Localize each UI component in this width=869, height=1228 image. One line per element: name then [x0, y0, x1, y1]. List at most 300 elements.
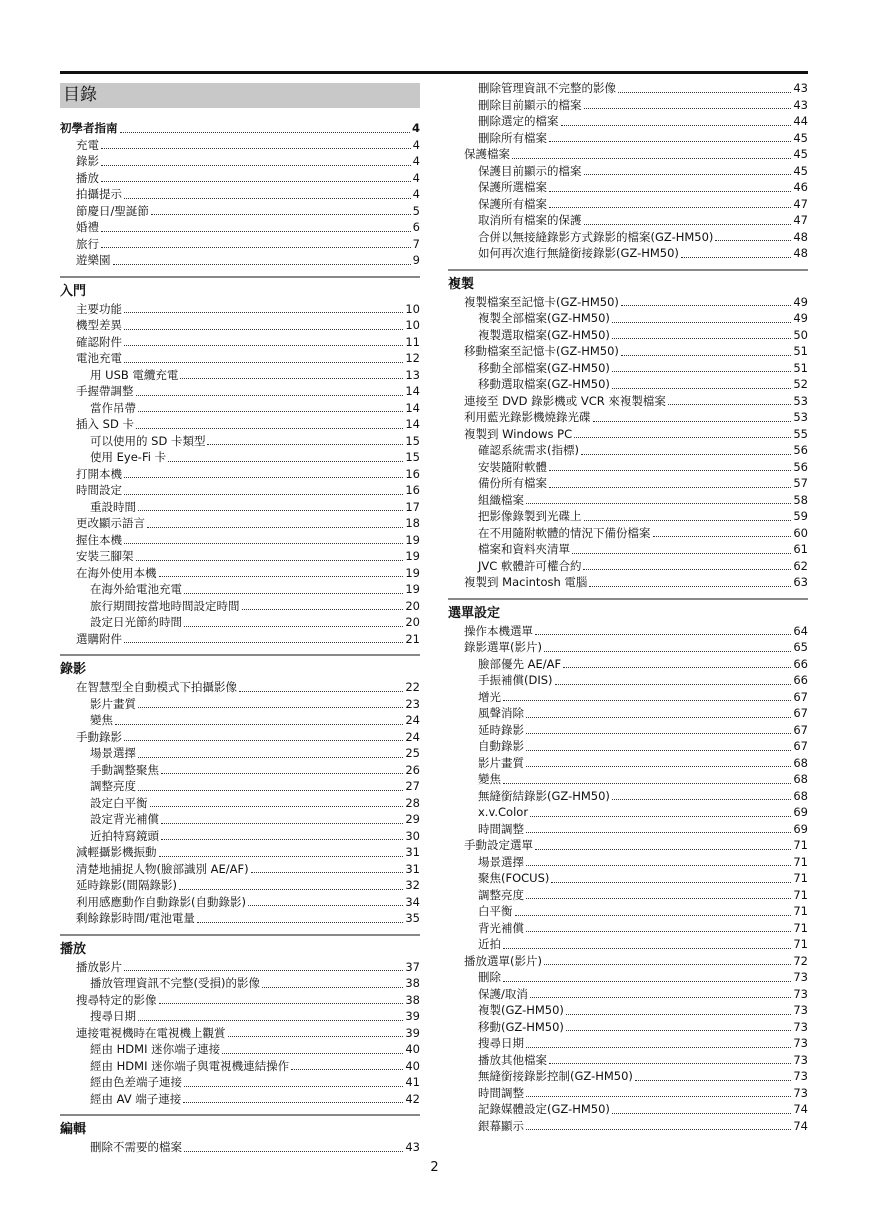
toc-entry[interactable] [60, 400, 420, 417]
toc-entry-page: 45 [793, 163, 808, 178]
toc-entry[interactable] [60, 482, 420, 499]
toc-entry[interactable] [60, 696, 420, 713]
toc-entry-page: 24 [405, 713, 420, 727]
toc-entry[interactable] [448, 969, 808, 986]
toc-entry-page: 31 [405, 845, 420, 859]
toc-entry[interactable] [448, 343, 808, 360]
toc-entry-page: 27 [405, 779, 420, 793]
dot-leader [526, 865, 791, 866]
toc-entry-page: 59 [793, 509, 808, 523]
toc-entry-title: 搜尋日期 [478, 1036, 524, 1050]
toc-entry-title: 播放管理資訊不完整(受損)的影像 [90, 976, 260, 990]
toc-entry-title: 旅行 [76, 236, 99, 251]
toc-entry-page: 47 [793, 196, 808, 211]
toc-entry[interactable] [448, 854, 808, 871]
toc-entry-page: 71 [793, 887, 808, 902]
toc-entry[interactable] [448, 804, 808, 821]
toc-entry-page: 43 [793, 81, 808, 95]
toc-entry-page: 71 [793, 920, 808, 935]
toc-entry[interactable] [448, 459, 808, 476]
toc-entry-title: 連接至 DVD 錄影機或 VCR 來複製檔案 [464, 393, 666, 408]
toc-entry[interactable] [60, 778, 420, 795]
toc-entry[interactable] [448, 705, 808, 722]
dot-leader [618, 92, 791, 93]
dot-leader [526, 1129, 791, 1130]
toc-entry-title: 場景選擇 [478, 854, 524, 869]
toc-entry-title: 利用感應動作自動錄影(自動錄影) [76, 894, 246, 909]
toc-entry[interactable] [448, 986, 808, 1003]
toc-entry[interactable] [448, 722, 808, 739]
toc-entry-title: 安裝隨附軟體 [478, 459, 547, 474]
dot-leader [530, 816, 791, 817]
toc-entry-page: 74 [793, 1118, 808, 1133]
toc-entry[interactable] [60, 350, 420, 367]
toc-entry-title: 保護目前顯示的檔案 [478, 163, 582, 178]
toc-entry-page: 73 [793, 1069, 808, 1083]
dot-leader [526, 1096, 791, 1097]
toc-title: 目錄 [60, 83, 420, 108]
toc-entry-title: 在智慧型全自動模式下拍攝影像 [76, 680, 237, 694]
toc-entry[interactable] [60, 811, 420, 828]
toc-entry-page: 69 [793, 821, 808, 836]
toc-entry-page: 73 [793, 970, 808, 984]
toc-entry[interactable] [60, 679, 420, 696]
toc-entry[interactable] [60, 499, 420, 516]
toc-entry-title: 近拍特寫鏡頭 [90, 828, 159, 843]
toc-entry[interactable] [60, 548, 420, 565]
toc-entry-page: 68 [793, 772, 808, 786]
dot-leader [248, 905, 403, 906]
toc-entry-title: 初學者指南 [60, 121, 118, 135]
toc-section [60, 934, 420, 1108]
dot-leader [549, 487, 791, 488]
toc-entry-page: 66 [793, 656, 808, 671]
dot-leader [715, 240, 791, 241]
toc-entry-title: 剩餘錄影時間/電池電量 [76, 911, 195, 925]
dot-leader [535, 849, 791, 850]
toc-entry-title: 複製選取檔案(GZ-HM50) [478, 327, 610, 342]
toc-entry[interactable] [60, 120, 420, 137]
toc-entry-page: 51 [793, 360, 808, 375]
toc-entry[interactable] [60, 762, 420, 779]
toc-entry[interactable] [448, 130, 808, 147]
toc-entry[interactable] [448, 837, 808, 854]
toc-entry[interactable] [60, 1025, 420, 1042]
toc-entry-page: 43 [793, 97, 808, 112]
toc-entry[interactable] [60, 317, 420, 334]
toc-entry[interactable] [60, 532, 420, 549]
toc-entry-title: 刪除管理資訊不完整的影像 [478, 81, 616, 95]
dot-leader [549, 141, 791, 142]
toc-entry[interactable] [60, 828, 420, 845]
dot-leader [124, 312, 403, 313]
dot-leader [242, 609, 404, 610]
dot-leader [183, 1102, 403, 1103]
toc-entry-title: 如何再次進行無縫銜接錄影(GZ-HM50) [478, 246, 679, 260]
toc-entry-title: 拍攝提示 [76, 187, 122, 201]
toc-entry-page: 15 [405, 433, 420, 448]
toc-entry-page: 24 [405, 729, 420, 744]
toc-entry[interactable] [60, 975, 420, 992]
dot-leader [621, 355, 791, 356]
dot-leader [168, 461, 403, 462]
toc-section [448, 80, 808, 262]
dot-leader [612, 388, 791, 389]
toc-entry[interactable] [448, 574, 808, 591]
toc-entry[interactable] [448, 541, 808, 558]
toc-entry[interactable] [448, 393, 808, 410]
toc-entry[interactable] [60, 252, 420, 269]
toc-entry-title: 選購附件 [76, 631, 122, 646]
toc-entry-page: 73 [793, 1085, 808, 1100]
toc-entry[interactable] [448, 1101, 808, 1118]
toc-entry[interactable] [448, 1118, 808, 1135]
toc-entry-page: 68 [793, 788, 808, 803]
toc-entry[interactable] [60, 1041, 420, 1058]
toc-entry[interactable] [448, 1052, 808, 1069]
toc-entry[interactable] [60, 236, 420, 253]
toc-entry[interactable] [60, 844, 420, 861]
toc-entry-title: 臉部優先 AE/AF [478, 656, 562, 671]
dot-leader [101, 247, 411, 248]
toc-entry-page: 45 [793, 130, 808, 145]
dot-leader [635, 1080, 791, 1081]
toc-entry[interactable] [60, 745, 420, 762]
toc-entry-title: 安裝三腳架 [76, 549, 134, 563]
toc-entry-title: 時間調整 [478, 1085, 524, 1100]
toc-entry-page: 12 [405, 351, 420, 365]
toc-entry-page: 73 [793, 1003, 808, 1017]
toc-entry[interactable] [448, 310, 808, 327]
dot-leader [159, 576, 404, 577]
dot-leader [612, 1113, 791, 1114]
toc-entry-title: 主要功能 [76, 301, 122, 316]
toc-entry[interactable] [448, 887, 808, 904]
toc-entry-page: 38 [405, 976, 420, 990]
toc-entry[interactable] [448, 953, 808, 970]
toc-entry[interactable] [448, 245, 808, 262]
dot-leader [526, 750, 791, 751]
toc-entry[interactable] [448, 639, 808, 656]
toc-entry-page: 71 [793, 871, 808, 885]
toc-entry[interactable] [60, 515, 420, 532]
toc-entry[interactable] [60, 631, 420, 648]
toc-entry[interactable] [448, 738, 808, 755]
toc-entry[interactable] [60, 795, 420, 812]
toc-entry-title: 移動檔案至記憶卡(GZ-HM50) [464, 344, 619, 358]
dot-leader [184, 1086, 403, 1087]
toc-entry-title: 使用 Eye-Fi 卡 [90, 450, 167, 464]
toc-entry-page: 53 [793, 393, 808, 408]
dot-leader [526, 898, 791, 899]
toc-entry[interactable] [448, 1085, 808, 1102]
toc-entry[interactable] [448, 80, 808, 97]
dot-leader [503, 948, 791, 949]
dot-leader [138, 1020, 403, 1021]
toc-entry[interactable] [60, 153, 420, 170]
toc-entry-title: 影片畫質 [90, 696, 136, 711]
dot-leader [549, 191, 791, 192]
toc-entry-page: 29 [405, 812, 420, 826]
toc-entry-page: 72 [793, 953, 808, 968]
toc-entry[interactable] [60, 433, 420, 450]
toc-entry[interactable] [60, 712, 420, 729]
toc-entry-page: 19 [405, 532, 420, 547]
toc-entry-page: 28 [405, 795, 420, 810]
toc-entry[interactable] [448, 508, 808, 525]
toc-entry[interactable] [448, 788, 808, 805]
dot-leader [239, 691, 403, 692]
toc-entry[interactable] [60, 383, 420, 400]
toc-entry-title: 重設時間 [90, 499, 136, 514]
toc-entry[interactable] [60, 910, 420, 927]
toc-entry[interactable] [60, 416, 420, 433]
toc-entry-page: 38 [405, 992, 420, 1007]
toc-entry[interactable] [60, 1008, 420, 1025]
toc-entry[interactable] [448, 936, 808, 953]
toc-entry[interactable] [60, 1074, 420, 1091]
toc-entry[interactable] [448, 475, 808, 492]
toc-entry-title: 錄影 [76, 154, 99, 168]
toc-entry-page: 14 [405, 384, 420, 398]
toc-entry-page: 30 [405, 828, 420, 843]
toc-entry-page: 4 [412, 154, 420, 168]
toc-entry-title: 無縫銜結錄影(GZ-HM50) [478, 788, 610, 803]
dot-leader [124, 345, 403, 346]
toc-entry[interactable] [60, 1091, 420, 1108]
toc-entry-title: 刪除 [478, 970, 501, 984]
dot-leader [161, 773, 403, 774]
toc-entry-page: 67 [793, 739, 808, 753]
toc-entry-title: 減輕攝影機振動 [76, 845, 157, 859]
dot-leader [197, 922, 403, 923]
toc-entry[interactable] [60, 170, 420, 187]
toc-entry-page: 10 [405, 301, 420, 316]
toc-entry[interactable] [60, 959, 420, 976]
toc-entry[interactable] [448, 229, 808, 246]
toc-entry-page: 49 [793, 311, 808, 325]
toc-entry-title: 電池充電 [76, 351, 122, 365]
toc-entry-title: 插入 SD 卡 [76, 417, 134, 431]
dot-leader [551, 882, 791, 883]
toc-entry-title: 經由 AV 端子連接 [90, 1091, 182, 1106]
toc-entry[interactable] [60, 449, 420, 466]
toc-entry[interactable] [448, 672, 808, 689]
toc-entry-page: 53 [793, 410, 808, 424]
toc-entry-title: 播放選單(影片) [464, 953, 542, 968]
toc-entry[interactable] [448, 1035, 808, 1052]
dot-leader [584, 520, 792, 521]
dot-leader [563, 667, 791, 668]
toc-entry[interactable] [448, 327, 808, 344]
toc-entry-title: 變焦 [478, 772, 501, 786]
dot-leader [526, 1047, 791, 1048]
toc-entry[interactable] [448, 755, 808, 772]
toc-entry[interactable] [60, 1139, 420, 1156]
toc-entry[interactable] [448, 376, 808, 393]
toc-entry[interactable] [448, 196, 808, 213]
toc-entry-page: 37 [405, 959, 420, 974]
toc-entry[interactable] [448, 179, 808, 196]
dot-leader [583, 569, 791, 570]
toc-entry-title: 在海外使用本機 [76, 565, 157, 580]
dot-leader [251, 872, 404, 873]
toc-entry-title: 複製全部檔案(GZ-HM50) [478, 311, 610, 325]
toc-entry[interactable] [448, 623, 808, 640]
toc-entry-title: 設定背光補償 [90, 812, 159, 826]
toc-entry-title: 複製到 Windows PC [464, 426, 573, 441]
dot-leader [159, 1003, 404, 1004]
dot-leader [101, 181, 411, 182]
toc-entry-title: 手動錄影 [76, 729, 122, 744]
toc-entry-title: 影片畫質 [478, 755, 524, 770]
toc-entry-title: 手動設定選單 [464, 838, 533, 852]
dot-leader [526, 717, 791, 718]
dot-leader [124, 329, 403, 330]
toc-entry[interactable] [448, 294, 808, 311]
toc-entry[interactable] [448, 113, 808, 130]
dot-leader [612, 799, 791, 800]
dot-leader [544, 964, 791, 965]
dot-leader [612, 338, 791, 339]
toc-entry-page: 21 [405, 631, 420, 646]
toc-entry[interactable] [448, 1019, 808, 1036]
dot-leader [101, 148, 411, 149]
dot-leader [515, 915, 792, 916]
toc-entry-page: 71 [793, 904, 808, 918]
dot-leader [124, 642, 403, 643]
section-heading: 複製 [448, 276, 475, 292]
toc-entry-title: 經由 HDMI 迷你端子連接 [90, 1042, 221, 1056]
toc-entry-page: 71 [793, 854, 808, 869]
dot-leader [593, 421, 792, 422]
toc-entry-title: 清楚地捕捉人物(臉部識別 AE/AF) [76, 861, 249, 876]
dot-leader [612, 322, 791, 323]
toc-entry-page: 32 [405, 878, 420, 892]
dot-leader [207, 444, 403, 445]
toc-entry[interactable] [60, 334, 420, 351]
dot-leader [262, 987, 403, 988]
dot-leader [530, 997, 791, 998]
toc-entry-page: 44 [793, 114, 808, 128]
toc-entry[interactable] [60, 219, 420, 236]
toc-entry[interactable] [448, 771, 808, 788]
toc-entry-page: 47 [793, 213, 808, 227]
toc-entry[interactable] [448, 360, 808, 377]
toc-entry-page: 17 [405, 499, 420, 514]
toc-entry-title: 用 USB 電纜充電 [90, 367, 179, 382]
toc-entry[interactable] [448, 492, 808, 509]
toc-entry[interactable] [448, 442, 808, 459]
toc-entry-title: 延時錄影 [478, 722, 524, 737]
toc-entry-page: 31 [405, 861, 420, 876]
toc-entry-title: 移動全部檔案(GZ-HM50) [478, 360, 610, 375]
dot-leader [681, 257, 791, 258]
dot-leader [535, 634, 791, 635]
top-rule [60, 71, 808, 74]
toc-entry-title: 移動選取檔案(GZ-HM50) [478, 377, 610, 391]
toc-entry[interactable] [60, 301, 420, 318]
toc-entry[interactable] [448, 163, 808, 180]
toc-entry[interactable] [448, 409, 808, 426]
toc-entry-page: 23 [405, 696, 420, 711]
dot-leader [138, 411, 403, 412]
dot-leader [161, 823, 403, 824]
right-sections [448, 80, 808, 1134]
toc-entry[interactable] [448, 146, 808, 163]
toc-entry[interactable] [60, 614, 420, 631]
toc-entry[interactable] [60, 992, 420, 1009]
toc-section [448, 269, 808, 591]
toc-entry[interactable] [448, 1068, 808, 1085]
toc-entry-page: 22 [405, 680, 420, 694]
toc-entry[interactable] [60, 203, 420, 220]
dot-leader [101, 231, 411, 232]
toc-entry-page: 63 [793, 575, 808, 589]
toc-entry-title: 場景選擇 [90, 746, 136, 760]
toc-entry[interactable] [448, 903, 808, 920]
toc-entry[interactable] [60, 861, 420, 878]
toc-entry[interactable] [448, 1002, 808, 1019]
toc-entry-page: 73 [793, 986, 808, 1001]
dot-leader [150, 806, 404, 807]
toc-entry[interactable] [60, 598, 420, 615]
toc-entry-page: 40 [405, 1042, 420, 1056]
toc-entry[interactable] [448, 212, 808, 229]
dot-leader [115, 724, 403, 725]
toc-entry-page: 65 [793, 640, 808, 654]
toc-entry[interactable] [60, 565, 420, 582]
toc-entry[interactable] [60, 581, 420, 598]
toc-entry[interactable] [60, 894, 420, 911]
toc-entry-page: 39 [405, 1025, 420, 1040]
toc-entry-title: 手握帶調整 [76, 384, 134, 398]
toc-entry-page: 14 [405, 417, 420, 431]
toc-entry-page: 67 [793, 689, 808, 704]
toc-entry[interactable] [448, 870, 808, 887]
toc-entry[interactable] [60, 186, 420, 203]
dot-leader [138, 757, 403, 758]
toc-entry[interactable] [60, 137, 420, 154]
toc-entry[interactable] [448, 689, 808, 706]
toc-entry[interactable] [448, 97, 808, 114]
toc-entry-title: 手動調整聚焦 [90, 762, 159, 777]
dot-leader [151, 214, 411, 215]
toc-entry[interactable] [448, 426, 808, 443]
toc-entry-title: 無縫銜接錄影控制(GZ-HM50) [478, 1069, 633, 1083]
toc-right-column [448, 80, 808, 1134]
toc-entry[interactable] [448, 558, 808, 575]
dot-leader [161, 839, 403, 840]
toc-entry-title: 增光 [478, 689, 501, 704]
dot-leader [184, 1151, 403, 1152]
toc-entry[interactable] [60, 1058, 420, 1075]
toc-entry-page: 41 [405, 1075, 420, 1089]
toc-entry-title: 播放其他檔案 [478, 1052, 547, 1067]
dot-leader [124, 543, 403, 544]
toc-entry[interactable] [448, 920, 808, 937]
toc-entry[interactable] [448, 821, 808, 838]
toc-entry[interactable] [448, 525, 808, 542]
toc-entry[interactable] [60, 877, 420, 894]
toc-entry[interactable] [448, 656, 808, 673]
toc-entry-page: 7 [412, 236, 420, 251]
toc-entry[interactable] [60, 466, 420, 483]
dot-leader [581, 454, 791, 455]
toc-entry[interactable] [60, 367, 420, 384]
toc-entry-title: 操作本機選單 [464, 623, 533, 638]
toc-entry[interactable] [60, 729, 420, 746]
